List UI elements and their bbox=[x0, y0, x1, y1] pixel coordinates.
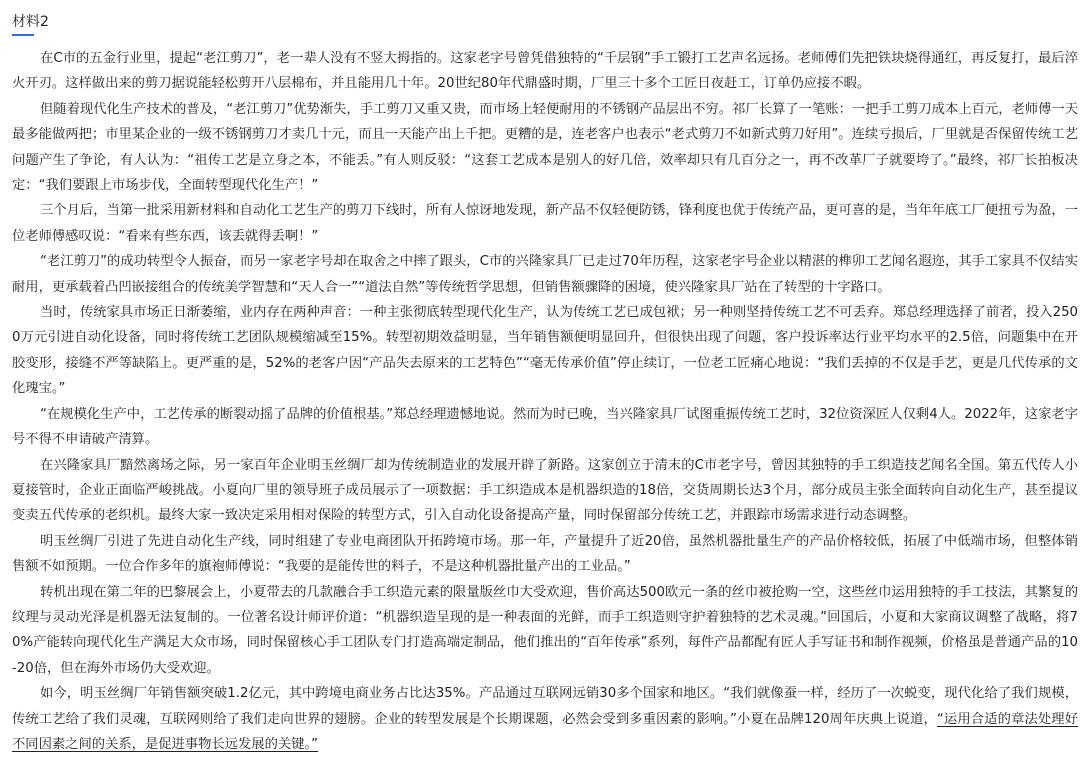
article-body bbox=[12, 46, 1078, 757]
paragraph: “在规模化生产中，工艺传承的断裂动摇了品牌的价值根基。”郑总经理遗憾地说。然而为时已晚，当兴隆家具厂试图重振传统工艺时，32位资深匠人仅剩4人。2022年，这家老字号不得不申请破产清算。 bbox=[12, 406, 1078, 448]
final-paragraph bbox=[12, 681, 1078, 757]
paragraph: “老江剪刀”的成功转型令人振奋，而另一家老字号却在取舍之中摔了跟头，C市的兴隆家具厂已走过70年历程，这家老字号企业以精湛的榫卯工艺闻名遐迩，其手工家具不仅结实耐用，更承载着凸凹嵌接组合的传统美学智慧和“天人合一”“道法自然”等传统哲学思想，但销售额骤降的困境，使兴隆家具厂站在了转型的十字路口。 bbox=[12, 254, 1078, 295]
title-underline bbox=[12, 34, 34, 36]
paragraph: 但随着现代化生产技术的普及，“老江剪刀”优势渐失，手工剪刀又重又贵，而市场上轻便耐用的不锈钢产品层出不穷。祁厂长算了一笔账：一把手工剪刀成本上百元，老师傅一天最多能做两把；市里某企业的一级不锈钢剪刀才卖几十元，而且一天能产出上千把。更糟的是，连老客户也表示“老式剪刀不如新式剪刀好用”。连续亏损后，厂里就是否保留传统工艺问题产生了争论，有人认为：“祖传工艺是立身之本，不能丢。”有人则反驳：“这套工艺成本是别人的好几倍，效率却只有几百分之一，再不改革厂子就要垮了。”最终，祁厂长拍板决定：“我们要跟上市场步伐，全面转型现代化生产！” bbox=[12, 101, 1078, 194]
paragraph: 当时，传统家具市场正日渐萎缩，业内存在两种声音：一种主张彻底转型现代化生产，认为传统工艺已成包袱；另一种则坚持传统工艺不可丢弃。郑总经理选择了前者，投入2500万元引进自动化设备，同时将传统工艺团队规模缩减至15%。转型初期效益明显，当年销售额便明显回升，但很快出现了问题，客户投诉率达行业平均水平的2.5倍，问题集中在开胶变形，接缝不严等缺陷上。更严重的是，52%的老客户因“产品失去原来的工艺特色”“毫无传承价值”停止续订，一位老工匠痛心地说：“我们丢掉的不仅是手艺，更是几代传承的文化瑰宝。” bbox=[12, 305, 1078, 397]
paragraph: 三个月后，当第一批采用新材料和自动化工艺生产的剪刀下线时，所有人惊讶地发现，新产品不仅轻便防锈，锋利度也优于传统产品，更可喜的是，当年年底工厂便扭亏为盈，一位老师傅感叹说：“看来有些东西，该丢就得丢啊！” bbox=[12, 203, 1078, 244]
material-header bbox=[12, 13, 49, 36]
paragraph: 转机出现在第二年的巴黎展会上，小夏带去的几款融合手工织造元素的限量版丝巾大受欢迎，售价高达500欧元一条的丝巾被抢购一空，这些丝巾运用独特的手工技法，其繁复的纹理与灵动光泽是机器无法复制的。一位著名设计师评价道：“机器织造呈现的是一种表面的光鲜，而手工织造则守护着独特的艺术灵魂。”回国后，小夏和大家商议调整了战略，将70%产能转向现代化生产满足大众市场，同时保留核心手工团队专门打造高端定制品，他们推出的“百年传承”系列，每件产品都配有匠人手写证书和制作视频，价格虽是普通产品的10-20倍，但在海外市场仍大受欢迎。 bbox=[12, 584, 1078, 676]
final-paragraph-text: 如今，明玉丝绸厂年销售额突破1.2亿元，其中跨境电商业务占比达35%。产品通过互联网远销30多个国家和地区。“我们就像蚕一样，经历了一次蜕变，现代化给了我们规模，传统工艺给了我们灵魂，互联网则给了我们走向世界的翅膀。企业的转型发展是个长期课题，必然会受到多重因素的影响。”小夏在品牌120周年庆典上说道， bbox=[12, 686, 1078, 727]
underlined-quote: “运用合适的章法处理好不同因素之间的关系，是促进事物长远发展的关键。” bbox=[12, 711, 1078, 752]
material-title: 材料2 bbox=[12, 14, 49, 30]
paragraph: 在兴隆家具厂黯然离场之际，另一家百年企业明玉丝绸厂却为传统制造业的发展开辟了新路。这家创立于清末的C市老字号，曾因其独特的手工织造技艺闻名全国。第五代传人小夏接管时，企业正面临严峻挑战。小夏向厂里的领导班子成员展示了一项数据：手工织造成本是机器织造的18倍，交货周期长达3个月，部分成员主张全面转向自动化生产，甚至提议变卖五代传承的老织机。最终大家一致决定采用相对保险的转型方式，引入自动化设备提高产量，同时保留部分传统工艺，并跟踪市场需求进行动态调整。 bbox=[12, 457, 1078, 524]
paragraph: 明玉丝绸厂引进了先进自动化生产线，同时组建了专业电商团队开拓跨境市场。那一年，产量提升了近20倍，虽然机器批量生产的产品价格较低，拓展了中低端市场，但整体销售额不如预期。一位合作多年的旗袍师傅说：“我要的是能传世的料子，不是这种机器批量产出的工业品。” bbox=[12, 533, 1078, 575]
paragraph: 在C市的五金行业里，提起“老江剪刀”，老一辈人没有不竖大拇指的。这家老字号曾凭借独特的“千层钢”手工锻打工艺声名远扬。老师傅们先把铁块烧得通红，再反复打，最后淬火开刃。这样做出来的剪刀据说能轻松剪开八层棉布，并且能用几十年。20世纪80年代鼎盛时期，厂里三十多个工匠日夜赶工，订单仍应接不暇。 bbox=[12, 51, 1078, 92]
